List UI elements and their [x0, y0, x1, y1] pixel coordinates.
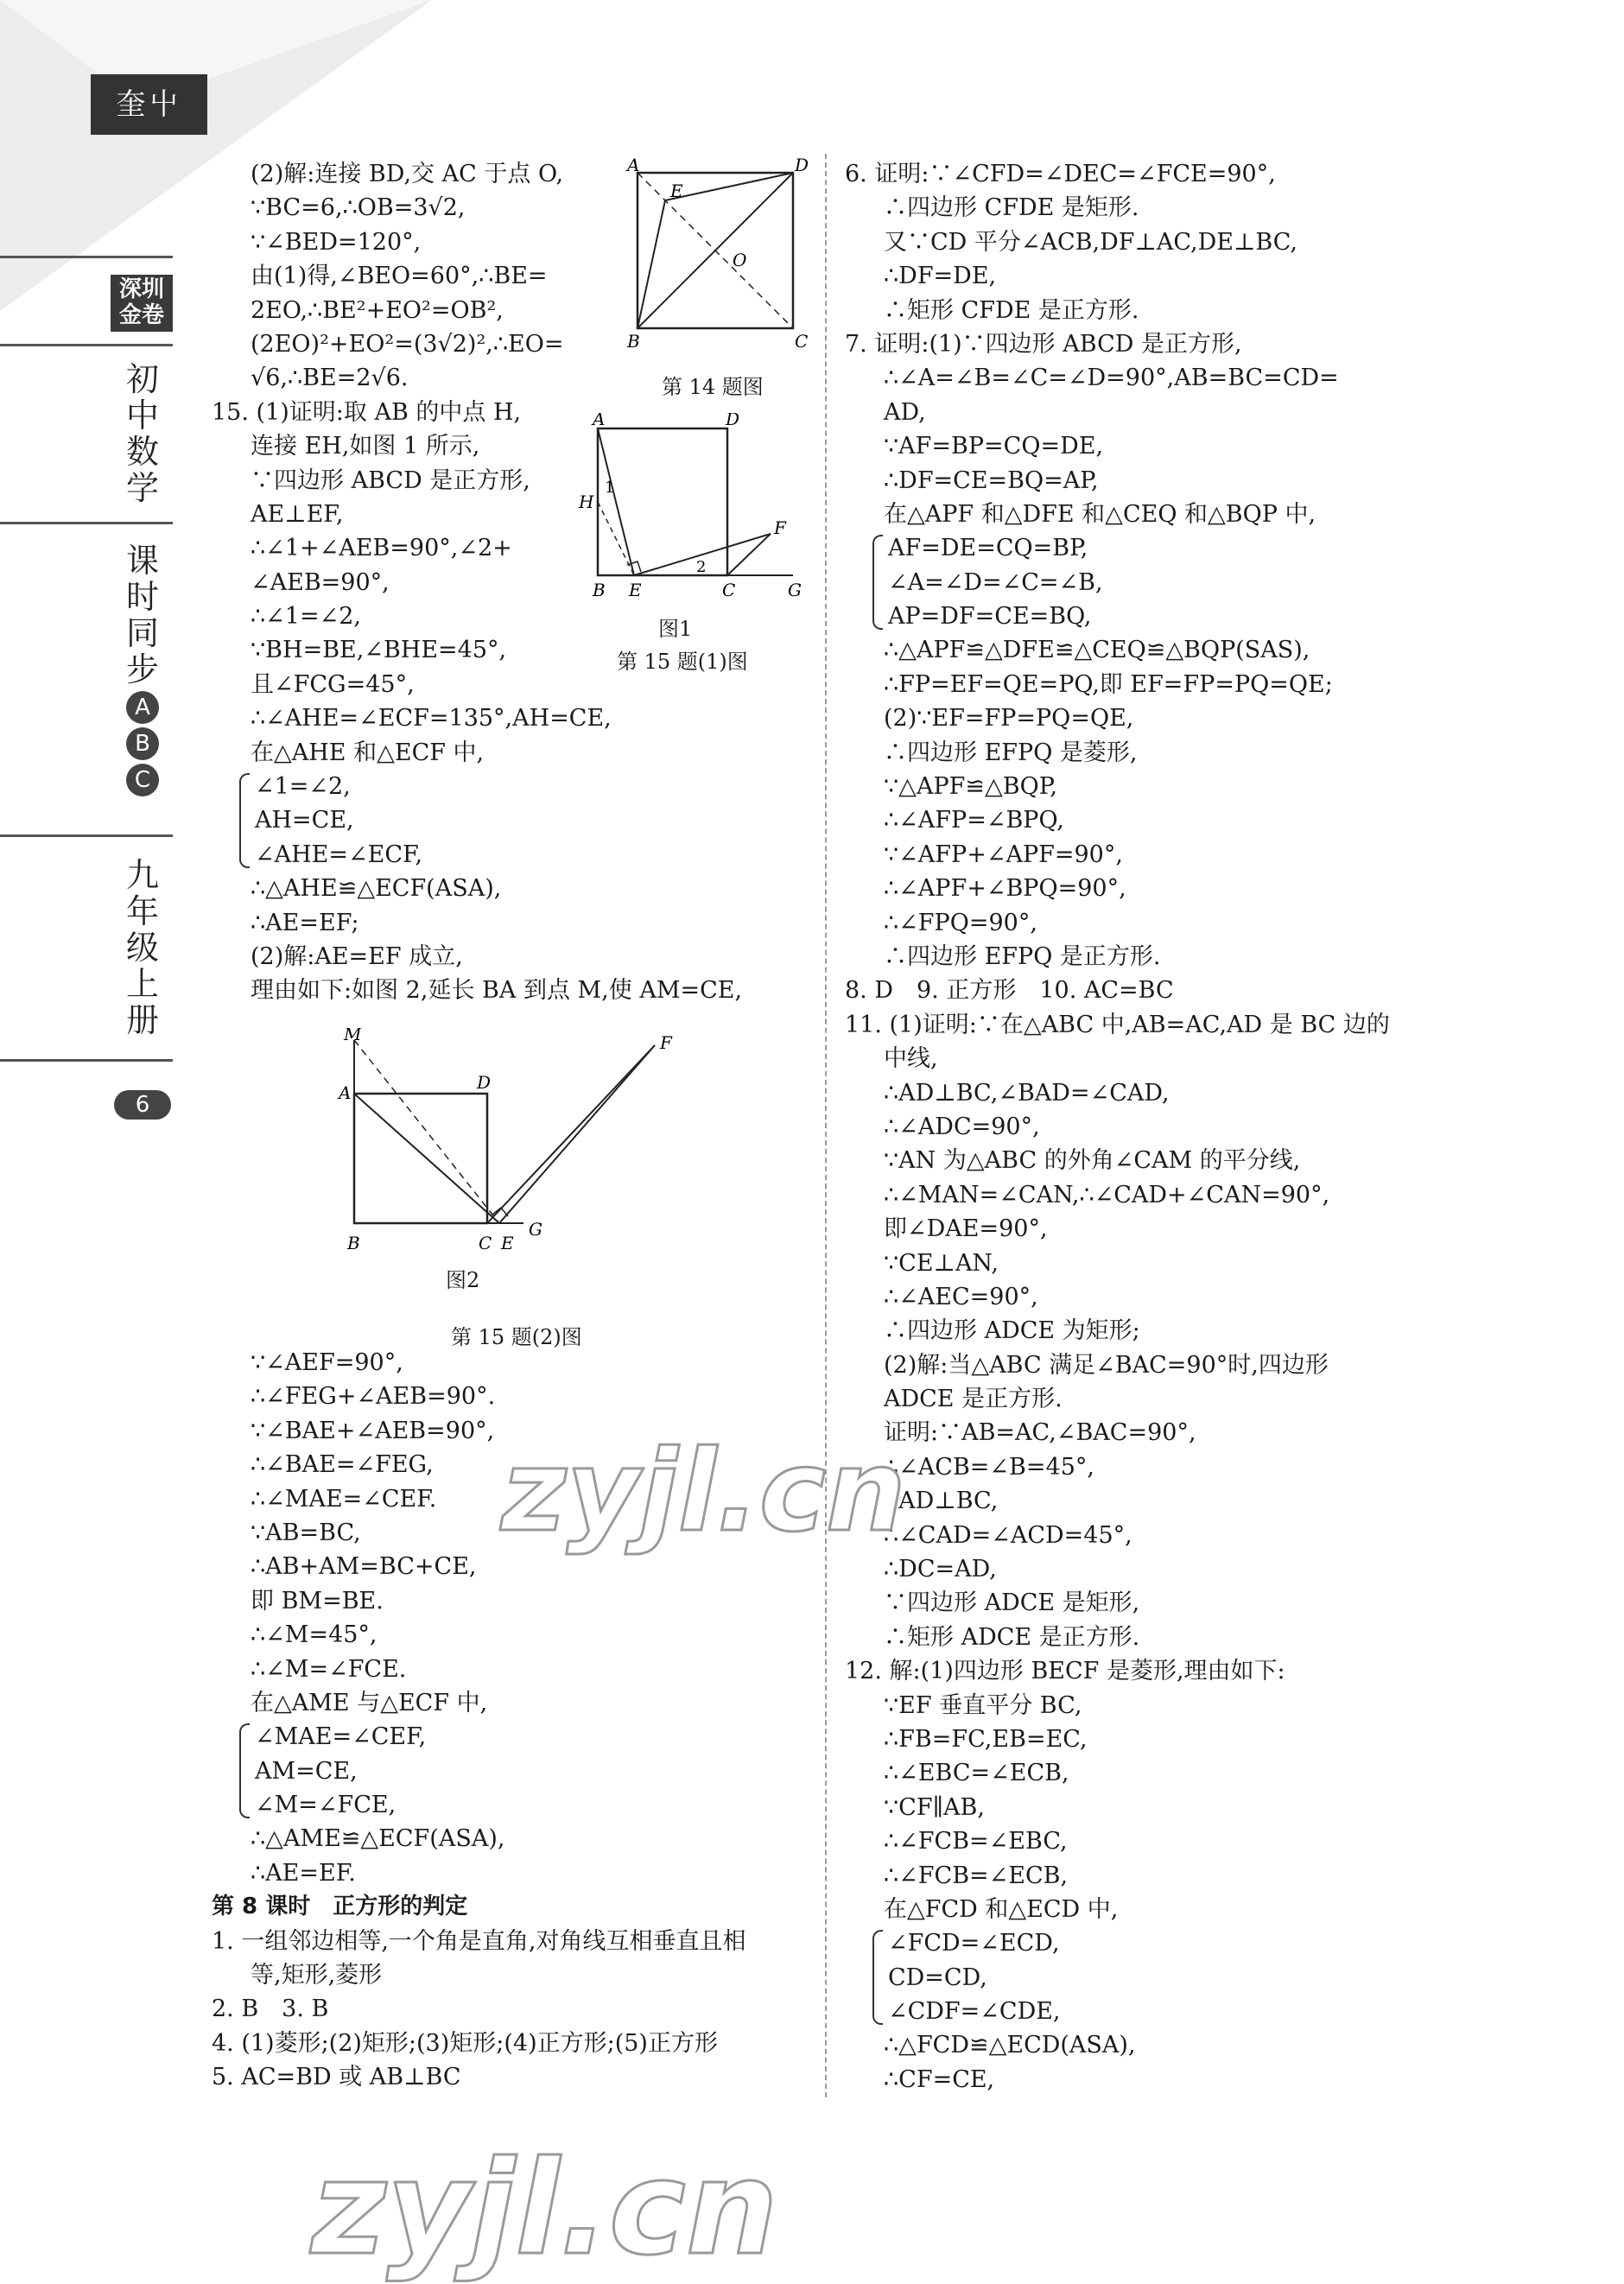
fig15-1-label: G	[788, 580, 802, 600]
fig15-2-label: F	[660, 1032, 672, 1053]
text-line: ADCE 是正方形.	[884, 1386, 1063, 1413]
text-line: (2)解:当△ABC 满足∠BAC=90°时,四边形	[884, 1351, 1329, 1379]
figure-15-2	[328, 1028, 691, 1261]
text-line: ∴AE=EF;	[251, 909, 359, 936]
text-line: 即∠DAE=90°,	[884, 1215, 1048, 1243]
text-line: ∴△AHE≌△ECF(ASA),	[251, 875, 502, 903]
text-line: ∴矩形 CFDE 是正方形.	[884, 296, 1139, 324]
fig14-label: B	[627, 331, 640, 352]
text-line: ∴四边形 EFPQ 是正方形.	[884, 942, 1161, 970]
text-line: 5. AC=BD 或 AB⊥BC	[212, 2064, 461, 2091]
text-line: ∴△FCD≌△ECD(ASA),	[884, 2032, 1136, 2059]
text-line: 理由如下:如图 2,延长 BA 到点 M,使 AM=CE,	[251, 977, 743, 1005]
text-line: ∠FCD=∠ECD,	[888, 1930, 1060, 1957]
fig15-1-label: 2	[696, 558, 707, 576]
text-line: 在△APF 和△DFE 和△CEQ 和△BQP 中,	[884, 500, 1316, 528]
figure-14-caption: 第 14 题图	[662, 375, 764, 399]
text-line: √6,∴BE=2√6.	[251, 365, 409, 392]
divider-line	[0, 522, 173, 524]
fig15-1-label: E	[629, 580, 642, 600]
text-line: 1. 一组邻边相等,一个角是直角,对角线互相垂直且相	[212, 1927, 746, 1955]
text-line: 中线,	[884, 1045, 938, 1073]
text-line: 在△FCD 和△ECD 中,	[884, 1895, 1119, 1923]
brace-group	[845, 1926, 1390, 2028]
text-line: ∴DF=CE=BQ=AP,	[884, 466, 1099, 494]
fig14-label: D	[795, 155, 809, 175]
divider-line	[0, 834, 173, 837]
text-line: ∴四边形 CFDE 是矩形.	[884, 194, 1139, 222]
text-line: ∴∠A=∠B=∠C=∠D=90°,AB=BC=CD=	[884, 365, 1339, 392]
text-line: ∵AN 为△ABC 的外角∠CAM 的平分线,	[884, 1147, 1301, 1175]
text-line: CD=CD,	[888, 1964, 987, 1991]
text-line: ∴CF=CE,	[884, 2065, 995, 2093]
text-line: ∴∠FCB=∠ECB,	[884, 1862, 1069, 1889]
text-line: 6. 证明:∵∠CFD=∠DEC=∠FCE=90°,	[845, 161, 1276, 187]
fig15-2-label: G	[529, 1219, 542, 1240]
text-line: ∴AE=EF.	[251, 1859, 356, 1887]
column-divider	[825, 154, 827, 2097]
text-line: AM=CE,	[255, 1757, 358, 1785]
text-line: ∴四边形 ADCE 为矩形;	[884, 1317, 1140, 1345]
text-line: ∵CE⊥AN,	[884, 1249, 999, 1277]
text-line: 等,矩形,菱形	[251, 1962, 383, 1989]
text-line: 且∠FCG=45°,	[251, 670, 415, 698]
divider-line	[0, 256, 173, 258]
text-line: AD,	[884, 398, 926, 426]
watermark: zyjl.cn	[501, 1425, 906, 1557]
divider-line	[0, 1059, 173, 1062]
brand-logo: 奎屮	[91, 74, 207, 135]
series-label	[114, 542, 171, 796]
text-line: AH=CE,	[255, 807, 354, 834]
text-line: 8. D 9. 正方形 10. AC=BC	[845, 977, 1174, 1005]
text-line: ∴∠AHE=∠ECF=135°,AH=CE,	[251, 705, 612, 733]
text-line: AP=DF=CE=BQ,	[888, 603, 1092, 631]
fig15-1-label: A	[593, 413, 606, 429]
text-line: ∠CDF=∠CDE,	[888, 1998, 1061, 2026]
text-line: 7. 证明:(1)∵四边形 ABCD 是正方形,	[845, 330, 1242, 358]
text-line: ∠A=∠D=∠C=∠B,	[888, 568, 1103, 596]
fig14-label: E	[670, 181, 683, 201]
text-line: ∴∠M=45°,	[251, 1621, 377, 1649]
text-line: ∵AD⊥BC,	[884, 1488, 999, 1515]
text-line: ∵BC=6,∴OB=3√2,	[251, 194, 466, 222]
text-line: 在△AME 与△ECF 中,	[251, 1689, 488, 1716]
text-line: 2EO,∴BE²+EO²=OB²,	[251, 296, 504, 324]
text-line: (2)解:AE=EF 成立,	[251, 942, 463, 970]
text-line: ∵四边形 ABCD 是正方形,	[251, 466, 530, 494]
fig14-label: C	[795, 331, 809, 352]
figure-15-1-caption: 第 15 题(1)图	[617, 650, 748, 674]
text-line: ∴∠AEC=90°,	[884, 1283, 1038, 1310]
abc-badge-a: A	[126, 691, 159, 724]
figure-15-2-label: 图2	[446, 1268, 480, 1292]
text-line: ∴AD⊥BC,∠BAD=∠CAD,	[884, 1079, 1170, 1107]
text-line: 即 BM=BE.	[251, 1587, 384, 1615]
text-line: 在△AHE 和△ECF 中,	[251, 739, 485, 766]
text-line: ∵AB=BC,	[251, 1519, 361, 1546]
text-line: 12. 解:(1)四边形 BECF 是菱形,理由如下:	[845, 1658, 1285, 1685]
text-line: ∵CF∥AB,	[884, 1793, 985, 1821]
text-line: AF=DE=CQ=BP,	[888, 535, 1088, 562]
text-line: 又∵CD 平分∠ACB,DF⊥AC,DE⊥BC,	[884, 228, 1298, 256]
abc-badge-c: C	[126, 764, 159, 796]
text-line: ∴DC=AD,	[884, 1556, 997, 1583]
text-line: ∠MAE=∠CEF,	[255, 1723, 427, 1751]
text-line: 连接 EH,如图 1 所示,	[251, 433, 480, 460]
divider-line	[0, 344, 173, 346]
fig15-1-label: C	[722, 580, 736, 600]
fig15-1-label: D	[726, 413, 740, 429]
subject-label: 初中数学	[125, 360, 159, 507]
text-line: ∴∠1+∠AEB=90°,∠2+	[251, 535, 512, 562]
text-line: ∵∠BED=120°,	[251, 228, 422, 256]
text-line: 4. (1)菱形;(2)矩形;(3)矩形;(4)正方形;(5)正方形	[212, 2029, 718, 2057]
text-line: (2EO)²+EO²=(3√2)²,∴EO=	[251, 330, 564, 358]
series-text: 课时同步	[125, 542, 159, 688]
text-line: ∠1=∠2,	[255, 773, 351, 801]
text-line: ∴∠EBC=∠ECB,	[884, 1760, 1069, 1787]
text-line: ∴△APF≌△DFE≌△CEQ≌△BQP(SAS),	[884, 637, 1310, 664]
text-line: (2)解:连接 BD,交 AC 于点 O,	[251, 161, 564, 187]
fig15-1-label: 1	[605, 479, 615, 497]
text-line: ∠AEB=90°,	[251, 568, 390, 596]
brace-group	[212, 1720, 746, 1822]
fig15-2-label: C	[479, 1233, 492, 1253]
text-line: ∴四边形 EFPQ 是菱形,	[884, 739, 1138, 766]
text-line: ∴∠MAN=∠CAN,∴∠CAD+∠CAN=90°,	[884, 1181, 1330, 1209]
fig15-2-label: D	[477, 1072, 492, 1093]
grade-label: 九年级上册	[125, 856, 159, 1039]
text-line: ∠M=∠FCE,	[255, 1792, 396, 1819]
text-line: 由(1)得,∠BEO=60°,∴BE=	[251, 263, 548, 290]
abc-badge-b: B	[126, 727, 159, 760]
text-line: ∴∠MAE=∠CEF.	[251, 1485, 437, 1513]
text-line: ∴FP=EF=QE=PQ,即 EF=FP=PQ=QE;	[884, 670, 1333, 698]
fig15-2-label: B	[347, 1233, 360, 1253]
brace-group	[212, 770, 742, 872]
text-line: AE⊥EF,	[251, 500, 344, 528]
sidebar	[0, 0, 181, 2262]
fig15-1-label: F	[774, 517, 786, 538]
text-line: ∴∠CAD=∠ACD=45°,	[884, 1521, 1132, 1549]
text-line: ∵EF 垂直平分 BC,	[884, 1691, 1082, 1719]
text-line: 15. (1)证明:取 AB 的中点 H,	[212, 398, 522, 426]
text-line: ∵△APF≌△BQP,	[884, 773, 1057, 801]
fig15-2-label: E	[501, 1233, 514, 1253]
text-line: ∴∠AFP=∠BPQ,	[884, 807, 1064, 834]
right-column	[845, 157, 1390, 2097]
fig15-2-label: A	[339, 1082, 352, 1103]
text-line: ∴∠APF+∠BPQ=90°,	[884, 875, 1126, 903]
text-line: ∴∠ADC=90°,	[884, 1113, 1040, 1140]
text-line: ∠AHE=∠ECF,	[255, 841, 423, 868]
text-line: 2. B 3. B	[212, 1995, 329, 2023]
text-line: ∴∠FEG+∠AEB=90°.	[251, 1383, 496, 1411]
figure-15-1-label: 图1	[658, 617, 693, 641]
figure-14	[622, 155, 812, 363]
fig15-1-label: B	[593, 580, 606, 600]
text-line: ∴FB=FC,EB=EC,	[884, 1725, 1088, 1753]
text-line: ∵∠AFP+∠APF=90°,	[884, 841, 1123, 868]
figure-15-2-caption: 第 15 题(2)图	[451, 1325, 582, 1349]
text-line: (2)∵EF=FP=PQ=QE,	[884, 705, 1134, 733]
text-line: ∴∠BAE=∠FEG,	[251, 1451, 434, 1479]
text-line: ∴∠ACB=∠B=45°,	[884, 1453, 1094, 1481]
fig14-label: O	[733, 250, 747, 270]
text-line: ∵∠BAE+∠AEB=90°,	[251, 1417, 495, 1444]
text-line: 11. (1)证明:∵在△ABC 中,AB=AC,AD 是 BC 边的	[845, 1011, 1390, 1038]
text-line: 第 8 课时 正方形的判定	[212, 1894, 468, 1920]
text-line: ∵BH=BE,∠BHE=45°,	[251, 637, 507, 664]
fig14-label: A	[627, 155, 640, 175]
text-line: ∴∠M=∠FCE.	[251, 1655, 407, 1683]
figure-15-1	[570, 413, 812, 612]
text-line: ∴△AME≌△ECF(ASA),	[251, 1825, 505, 1853]
page-number: 6	[114, 1090, 171, 1120]
text-line: ∴∠FPQ=90°,	[884, 909, 1037, 936]
text-line: ∵AF=BP=CQ=DE,	[884, 433, 1104, 460]
text-line: ∵四边形 ADCE 是矩形,	[884, 1589, 1140, 1617]
text-line: ∴DF=DE,	[884, 263, 997, 290]
text-line: ∴AB+AM=BC+CE,	[251, 1553, 477, 1581]
fig15-2-label: M	[344, 1028, 362, 1044]
text-line: ∴∠1=∠2,	[251, 603, 361, 631]
brace-group	[845, 531, 1390, 633]
text-line: ∵∠AEF=90°,	[251, 1349, 403, 1376]
text-line: ∴∠FCB=∠EBC,	[884, 1828, 1068, 1856]
text-line: ∴矩形 ADCE 是正方形.	[884, 1623, 1140, 1651]
fig15-1-label: H	[579, 492, 594, 512]
brand-badge: 深圳金卷	[111, 275, 173, 332]
text-line: 证明:∵AB=AC,∠BAC=90°,	[884, 1419, 1196, 1447]
watermark: zyjl.cn	[311, 2134, 778, 2284]
